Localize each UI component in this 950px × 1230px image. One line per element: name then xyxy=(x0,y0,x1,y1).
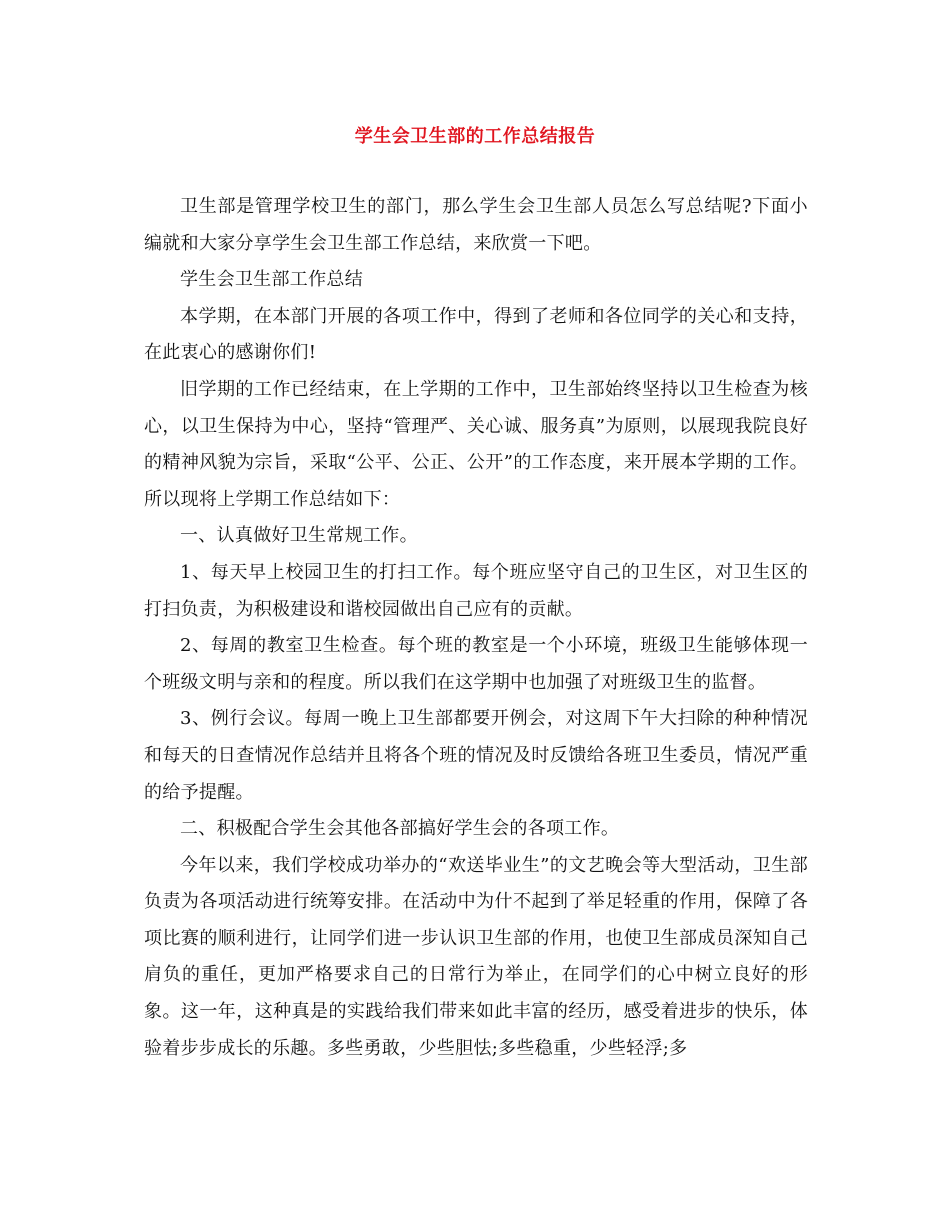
paragraph-section-one-heading: 一、认真做好卫生常规工作。 xyxy=(180,525,418,547)
paragraph-item-1: 1、每天早上校园卫生的打扫工作。每个班应坚守自己的卫生区，对卫生区的打扫负责，为积极建设和谐校园做出自己应有的贡献。 xyxy=(144,561,808,620)
paragraph-activities: 今年以来，我们学校成功举办的“欢送毕业生”的文艺晚会等大型活动，卫生部负责为各项活动进行统筹安排。在活动中为什不起到了举足轻重的作用，保障了各项比赛的顺利进行，让同学们进一步认识卫生部的作用，也使卫生部成员深知自己肩负的重任，更加严格要求自己的日常行为举止，在同学们的心中树立良好的形象。这一年，这种真是的实践给我们带来如此丰富的经历，感受着进步的快乐，体验着步步成长的乐趣。多些勇敢，少些胆怯;多些稳重，少些轻浮;多 xyxy=(144,854,808,1059)
paragraph-section-two-heading: 二、积极配合学生会其他各部搞好学生会的各项工作。 xyxy=(180,818,620,840)
paragraph-summary: 旧学期的工作已经结束，在上学期的工作中，卫生部始终坚持以卫生检查为核心，以卫生保持为中心，坚持“管理严、关心诚、服务真”为原则，以展现我院良好的精神风貌为宗旨，采取“公平、公正、公开”的工作态度，来开展本学期的工作。所以现将上学期工作总结如下： xyxy=(144,378,808,510)
paragraph-thanks: 本学期，在本部门开展的各项工作中，得到了老师和各位同学的关心和支持，在此衷心的感谢你们! xyxy=(144,305,808,364)
document-body xyxy=(144,189,808,1067)
paragraph-intro: 卫生部是管理学校卫生的部门，那么学生会卫生部人员怎么写总结呢?下面小编就和大家分享学生会卫生部工作总结，来欣赏一下吧。 xyxy=(144,196,808,254)
document-title: 学生会卫生部的工作总结报告 xyxy=(354,126,596,147)
paragraph-item-3: 3、例行会议。每周一晚上卫生部都要开例会，对这周下午大扫除的种种情况和每天的日查情况作总结并且将各个班的情况及时反馈给各班卫生委员，情况严重的给予提醒。 xyxy=(144,708,808,803)
paragraph-subtitle: 学生会卫生部工作总结 xyxy=(180,269,363,291)
paragraph-item-2: 2、每周的教室卫生检查。每个班的教室是一个小环境，班级卫生能够体现一个班级文明与亲和的程度。所以我们在这学期中也加强了对班级卫生的监督。 xyxy=(144,635,808,693)
